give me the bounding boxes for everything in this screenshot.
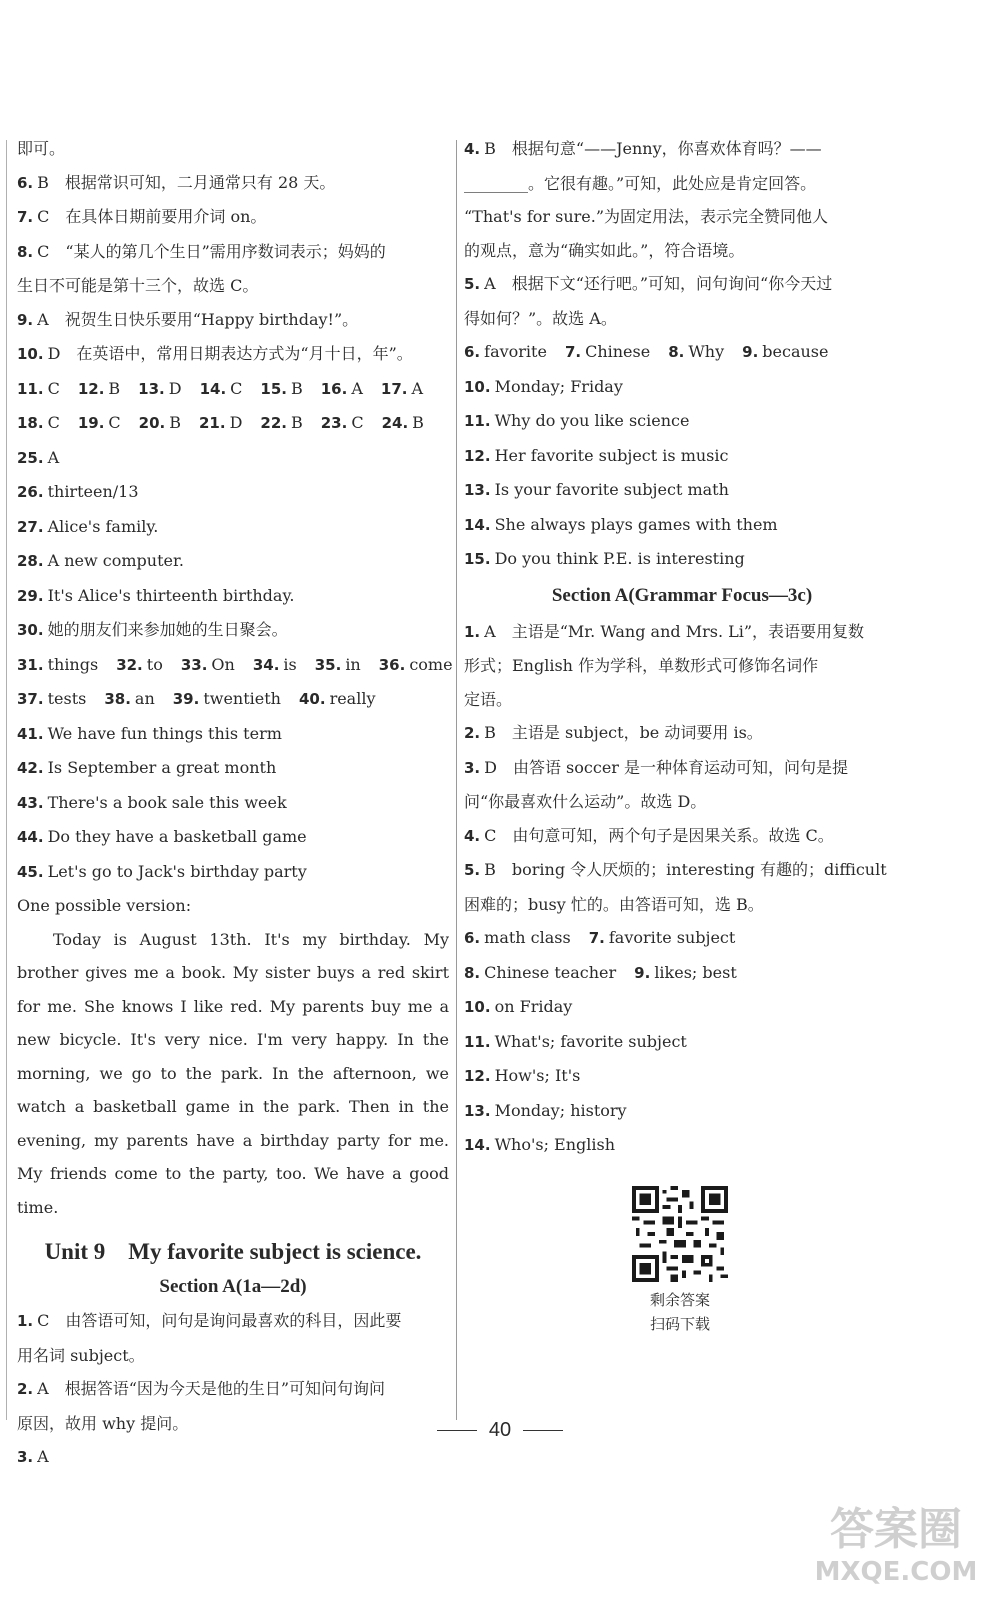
item-number: 24. (381, 414, 409, 432)
answer-line (464, 819, 900, 854)
item-number: 5. (464, 861, 481, 879)
item-number: 14. (464, 515, 491, 534)
item-number: 1. (464, 622, 481, 641)
answer-text: A 祝贺生日快乐要用“Happy birthday!”。 (37, 309, 359, 329)
answer-text: ________。它很有趣。”可知，此处应是肯定回答。 (464, 173, 817, 193)
item-number: 2. (464, 724, 481, 742)
answer-text: 她的朋友们来参加她的生日聚会。 (47, 620, 288, 639)
answer-text: D 由答语 soccer 是一种体育运动可知，问句是提 (484, 757, 849, 777)
answer-row (17, 406, 449, 441)
answer-line (17, 510, 449, 545)
answer-line (17, 441, 449, 476)
item-number: 30. (17, 621, 44, 639)
item-number: 7. (17, 208, 34, 226)
answer-text: 的观点，意为“确实如此。”，符合语境。 (464, 240, 745, 260)
answer-line (17, 303, 449, 338)
answer-line (17, 337, 449, 372)
item-number: 10. (464, 377, 491, 396)
answer-text: B (108, 378, 121, 398)
answer-line (464, 1094, 900, 1129)
answer-text: Monday; Friday (494, 376, 623, 396)
item-number: 32. (116, 655, 143, 674)
item-number: 41. (17, 724, 44, 743)
item-number: 22. (260, 414, 287, 432)
answer-line (464, 132, 900, 167)
answer-line (464, 683, 900, 717)
item-number: 7. (564, 343, 582, 361)
answer-text: A (37, 1447, 49, 1466)
page-number-dash-right (523, 1430, 563, 1431)
answer-text: C “某人的第几个生日”需用序数词表示；妈妈的 (37, 241, 386, 261)
item-number: 18. (17, 414, 44, 432)
answer-text: Let's go to Jack's birthday party (47, 861, 307, 881)
answer-text: 得如何？”。故选 A。 (464, 308, 617, 328)
item-number: 9. (17, 310, 34, 329)
answer-text: Is your favorite subject math (494, 480, 729, 499)
item-number: 34. (252, 655, 280, 674)
item-number: 12. (77, 379, 105, 398)
answer-text: really (329, 689, 376, 708)
answer-line (464, 200, 900, 234)
answer-text: is (283, 654, 297, 674)
answer-text: Chinese teacher (484, 962, 617, 982)
answer-text: math class (484, 928, 571, 947)
item-number: 36. (378, 655, 406, 674)
answer-line (464, 404, 900, 439)
answer-line (464, 267, 900, 302)
answer-text: C (47, 378, 60, 398)
answer-text: B (412, 413, 424, 432)
item-number: 15. (260, 379, 287, 398)
item-number: 12. (464, 1067, 491, 1085)
answer-text: B 根据句意“——Jenny，你喜欢体育吗？—— (484, 139, 822, 158)
item-number: 14. (464, 1136, 491, 1154)
answer-text: What's; favorite subject (494, 1031, 687, 1051)
answer-text: because (762, 342, 829, 361)
item-number: 6. (464, 343, 481, 361)
answer-row (464, 921, 900, 956)
answer-text: twentieth (203, 689, 281, 708)
answer-text: B 主语是 subject，be 动词要用 is。 (484, 723, 763, 742)
page-number: 40 (488, 1419, 512, 1441)
answer-line (464, 370, 900, 405)
item-number: 1. (17, 1312, 34, 1330)
page-number-footer (0, 1413, 1000, 1444)
answer-line (17, 1304, 449, 1339)
item-number: 3. (17, 1448, 34, 1466)
answer-text: “That's for sure.”为固定用法，表示完全赞同他人 (464, 207, 829, 226)
answer-line (17, 1372, 449, 1407)
item-number: 17. (380, 379, 408, 398)
watermark-text-1: 答案圈 (830, 1504, 962, 1555)
answer-line (17, 200, 449, 235)
answer-text: C 由句意可知，两个句子是因果关系。故选 C。 (484, 825, 834, 845)
answer-text: A 主语是“Mr. Wang and Mrs. Li”，表语要用复数 (484, 621, 865, 641)
answer-text: come (409, 654, 453, 674)
item-number: 9. (742, 343, 759, 361)
item-number: 8. (17, 242, 34, 261)
item-number: 26. (17, 483, 44, 501)
item-number: 28. (17, 552, 44, 570)
answer-text: Who's; English (494, 1135, 616, 1154)
item-number: 33. (180, 655, 208, 674)
item-number: 7. (588, 929, 605, 947)
answer-text: favorite (484, 342, 547, 361)
answer-text: C 由答语可知，问句是询问最喜欢的科目，因此要 (37, 1311, 402, 1330)
item-number: 10. (464, 998, 491, 1016)
item-number: 8. (668, 343, 685, 361)
answer-line (464, 1128, 900, 1163)
answer-text: 定语。 (464, 689, 513, 709)
answer-line (464, 542, 900, 577)
item-number: 43. (17, 793, 44, 812)
watermark-text-2: MXQE.COM (814, 1557, 978, 1587)
answer-line (464, 751, 900, 786)
item-number: 20. (138, 414, 166, 432)
answer-line (17, 475, 449, 510)
answer-line (464, 716, 900, 751)
answer-text: B (290, 413, 303, 432)
answer-text: It's Alice's thirteenth birthday. (47, 585, 295, 605)
answer-text: Alice's family. (47, 516, 159, 536)
item-number: 6. (17, 173, 34, 192)
item-number: 23. (320, 414, 348, 432)
answer-row (464, 956, 900, 991)
answer-text: We have fun things this term (47, 723, 282, 743)
answer-text: C (351, 413, 364, 432)
answer-text: D (168, 378, 182, 398)
qr-code-image[interactable] (632, 1186, 728, 1282)
answer-text: A 根据答语“因为今天是他的生日”可知问句询问 (37, 1379, 386, 1398)
answer-text: Do you think P.E. is interesting (494, 549, 745, 568)
item-number: 45. (17, 862, 44, 881)
answer-text: on Friday (494, 997, 573, 1016)
answer-line (17, 717, 449, 752)
answer-text: C (47, 413, 60, 432)
answer-text: 即可。 (17, 139, 66, 158)
answer-line (17, 579, 449, 614)
answer-text: B (290, 378, 303, 398)
answer-text: 原因，故用 why 提问。 (17, 1413, 189, 1433)
answer-row (464, 335, 900, 370)
item-number: 29. (17, 586, 44, 605)
left-column (17, 132, 453, 1475)
answer-text: Her favorite subject is music (494, 445, 729, 465)
answer-row (17, 372, 449, 407)
answer-line (17, 269, 449, 303)
answer-text: B 根据常识可知，二月通常只有 28 天。 (37, 172, 336, 192)
answer-text: D (229, 413, 243, 432)
answer-text: C (108, 413, 121, 432)
item-number: 35. (314, 655, 342, 674)
answer-line (464, 508, 900, 543)
answer-line (17, 132, 449, 166)
answer-line (464, 1059, 900, 1094)
answer-line (464, 990, 900, 1025)
item-number: 12. (464, 446, 491, 465)
item-number: 40. (298, 690, 326, 708)
answer-text: Why do you like science (494, 411, 690, 430)
answer-text: 用名词 subject。 (17, 1345, 145, 1365)
watermark-logo (806, 1492, 986, 1592)
answer-line (464, 888, 900, 922)
answer-line (17, 751, 449, 786)
answer-text: favorite subject (608, 928, 736, 947)
item-number: 44. (17, 828, 44, 846)
item-number: 13. (464, 1101, 491, 1120)
answer-text: in (345, 654, 361, 674)
answer-text: Monday; history (494, 1100, 627, 1120)
answer-text: D 在英语中，常用日期表达方式为“月十日，年”。 (47, 344, 413, 363)
answer-line (17, 166, 449, 201)
item-number: 11. (17, 379, 44, 398)
section-title-1a-2d: Section A(1a—2d) (159, 1276, 307, 1297)
page-number-dash-left (437, 1430, 477, 1431)
item-number: 11. (464, 412, 491, 430)
left-edge-rule (6, 140, 7, 1420)
item-number: 10. (17, 345, 44, 363)
answer-line (464, 1025, 900, 1060)
answer-text: C (230, 378, 243, 398)
item-number: 4. (464, 826, 481, 845)
answer-text: Is September a great month (47, 758, 277, 777)
answer-text: tests (47, 689, 87, 708)
right-column (464, 132, 900, 1163)
answer-text: She always plays games with them (494, 514, 778, 534)
answer-line (464, 785, 900, 819)
answer-line (464, 615, 900, 650)
answer-line (464, 234, 900, 268)
answer-line (464, 302, 900, 336)
answer-text: an (134, 689, 155, 708)
answer-line (17, 1440, 449, 1475)
answer-text: B (169, 413, 181, 432)
answer-text: C 在具体日期前要用介词 on。 (37, 207, 267, 226)
unit-title: Unit 9 My favorite subject is science. (44, 1239, 422, 1264)
answer-text: 困难的；busy 忙的。由答语可知，选 B。 (464, 894, 764, 914)
answer-line (464, 853, 900, 888)
item-number: 6. (464, 929, 481, 947)
answer-row (17, 648, 453, 683)
item-number: 39. (172, 690, 200, 708)
answer-text: 形式；English 作为学科，单数形式可修饰名词作 (464, 656, 819, 675)
answer-line (464, 167, 900, 201)
item-number: 3. (464, 758, 481, 777)
answer-line (17, 1339, 449, 1373)
answer-text: things (47, 654, 99, 674)
answer-line (17, 235, 449, 270)
item-number: 4. (464, 140, 481, 158)
answer-text: A 根据下文“还行吧。”可知，问句询问“你今天过 (484, 274, 833, 293)
answer-line (464, 473, 900, 508)
item-number: 21. (199, 414, 226, 432)
answer-text: 问“你最喜欢什么运动”。故选 D。 (464, 792, 707, 811)
item-number: 13. (138, 379, 165, 398)
answer-text: Why (688, 342, 725, 361)
answer-row (17, 682, 449, 717)
column-divider (456, 140, 457, 1420)
item-number: 15. (464, 550, 491, 568)
qr-caption (620, 1288, 740, 1336)
item-number: 38. (104, 690, 131, 708)
item-number: 13. (464, 481, 491, 499)
item-number: 37. (17, 690, 44, 708)
answer-text: A new computer. (47, 551, 184, 570)
answer-text: A (411, 378, 424, 398)
answer-line (17, 855, 449, 890)
item-number: 5. (464, 275, 481, 293)
answer-text: likes; best (654, 962, 737, 982)
item-number: 42. (17, 759, 44, 777)
item-number: 8. (464, 963, 481, 982)
answer-text: thirteen/13 (47, 482, 139, 501)
item-number: 31. (17, 655, 44, 674)
item-number: 19. (77, 414, 105, 432)
answer-line (17, 613, 449, 648)
item-number: 2. (17, 1380, 34, 1398)
item-number: 25. (17, 448, 44, 467)
essay-label: One possible version: (17, 896, 192, 915)
section-title-grammar-focus: Section A(Grammar Focus—3c) (551, 584, 813, 606)
answer-text: There's a book sale this week (47, 792, 287, 812)
answer-line (17, 786, 449, 821)
item-number: 9. (634, 963, 651, 982)
essay-paragraph: Today is August 13th. It's my birthday. My brother gives me a book. My sister buys a red skirt for me. She knows I like red. My parents buy me a new bicycle. It's very nice. I'm very happy. In the morning, we go to the park. In the afternoon, we watch a basketball game in the park. Then in the evening, my parents have a birthday party for me. My friends come to the party, too. We have a good time. (17, 929, 449, 1217)
answer-text: B boring 令人厌烦的；interesting 有趣的；difficult (484, 860, 887, 879)
answer-text: How's; It's (494, 1066, 581, 1085)
item-number: 11. (464, 1032, 491, 1051)
answer-text: Do they have a basketball game (47, 827, 307, 846)
answer-text: On (211, 654, 235, 674)
answer-text: Chinese (585, 342, 651, 361)
qr-caption-line-1: 剩余答案 (649, 1291, 710, 1309)
answer-line (17, 820, 449, 855)
answer-text: A (351, 378, 363, 398)
answer-text: A (47, 447, 60, 467)
answer-line (17, 544, 449, 579)
item-number: 27. (17, 517, 44, 536)
item-number: 14. (199, 379, 227, 398)
answer-line (464, 649, 900, 683)
qr-caption-line-2: 扫码下载 (649, 1315, 710, 1333)
item-number: 16. (320, 379, 348, 398)
answer-text: to (146, 654, 163, 674)
answer-text: 生日不可能是第十三个，故选 C。 (17, 276, 259, 295)
answer-line (464, 439, 900, 474)
